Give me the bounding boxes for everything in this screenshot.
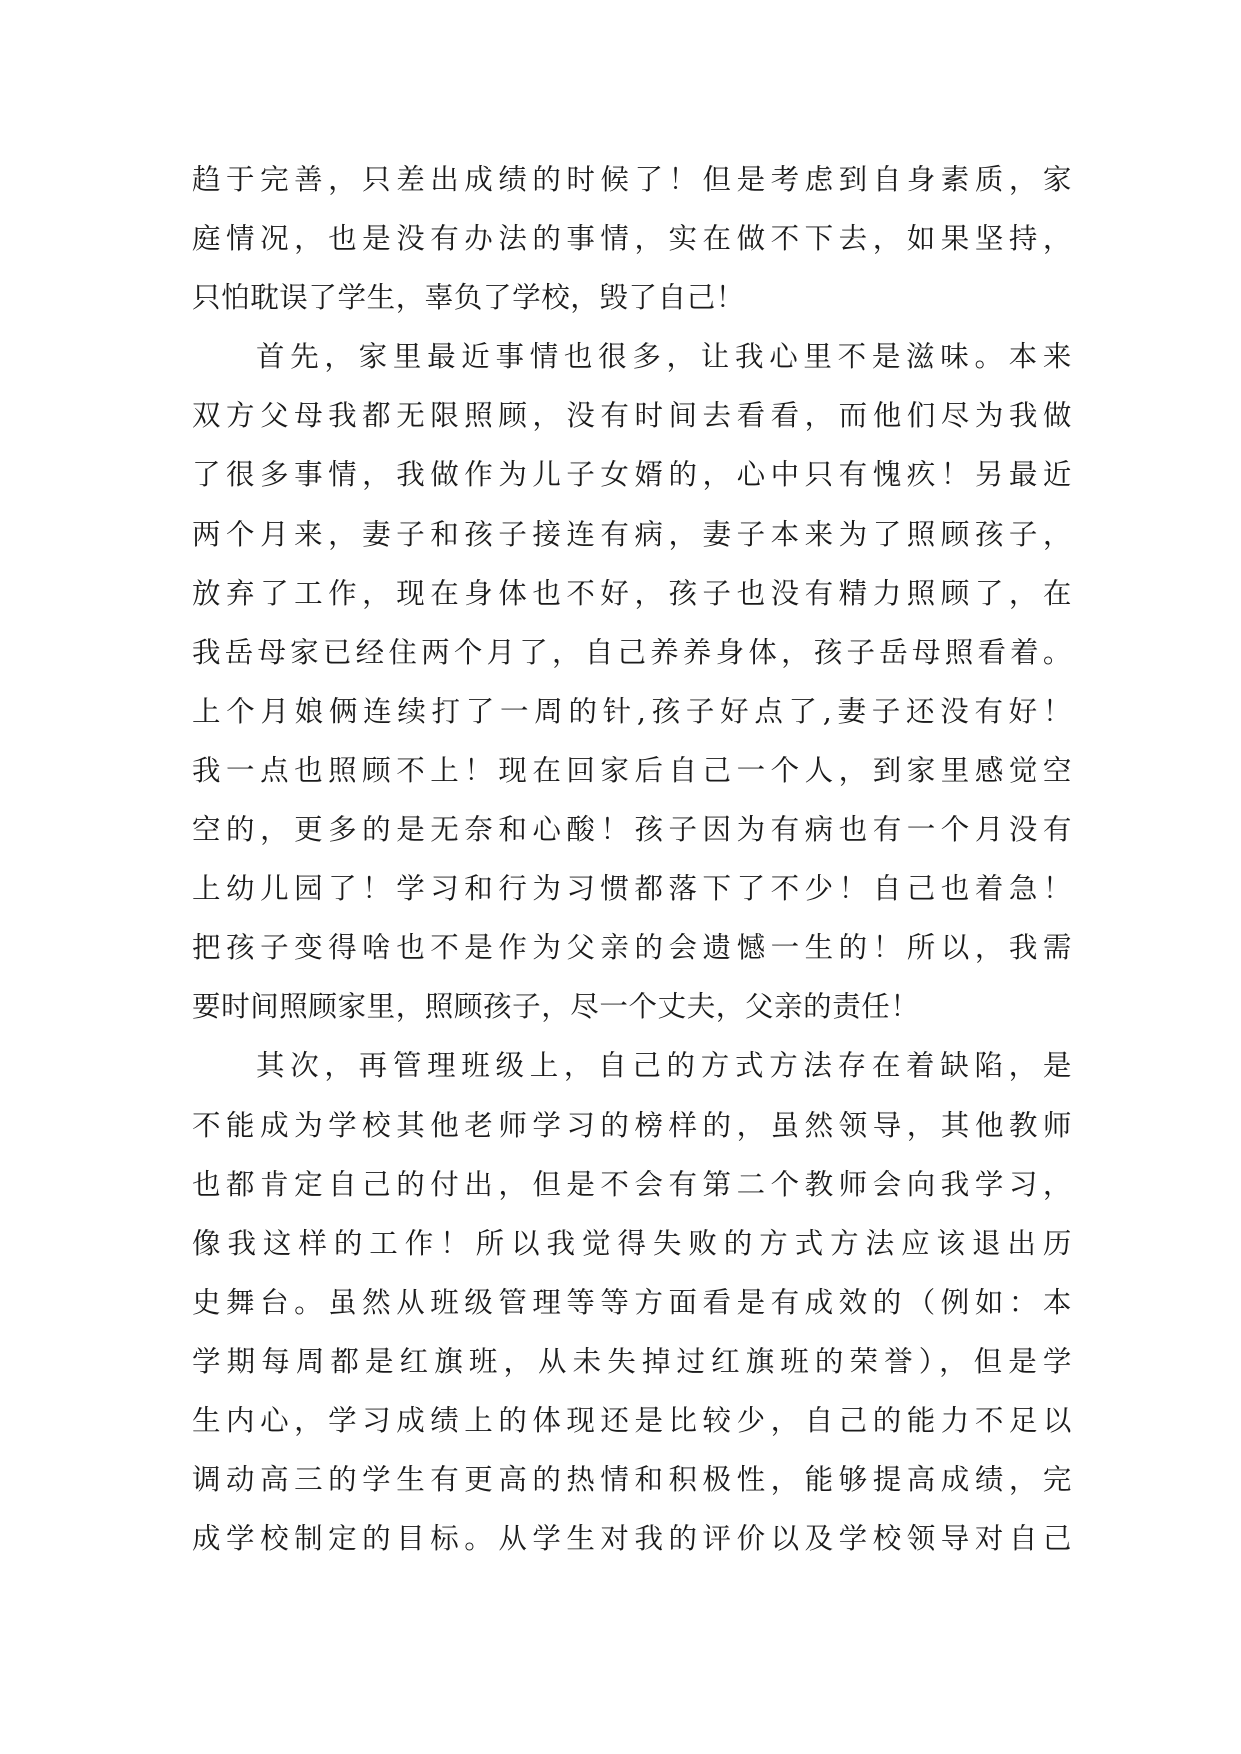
- paragraph-start-line: 首先，家里最近事情也很多，让我心里不是滋味。本来: [256, 340, 1072, 374]
- body-text: [192, 150, 1072, 1568]
- text-line: 不能成为学校其他老师学习的榜样的，虽然领导，其他教师: [192, 1108, 1072, 1142]
- text-line: 空的，更多的是无奈和心酸！孩子因为有病也有一个月没有: [192, 813, 1072, 847]
- text-line: 两个月来，妻子和孩子接连有病，妻子本来为了照顾孩子，: [192, 517, 1072, 551]
- text-line: 上个月娘俩连续打了一周的针,孩子好点了,妻子还没有好！: [192, 694, 1072, 728]
- text-line: 了很多事情，我做作为儿子女婿的，心中只有愧疚！另最近: [192, 458, 1072, 492]
- text-line: 像我这样的工作！所以我觉得失败的方式方法应该退出历: [192, 1226, 1072, 1260]
- text-line: 我岳母家已经住两个月了，自己养养身体，孩子岳母照看着。: [192, 635, 1072, 669]
- text-line: 调动高三的学生有更高的热情和积极性，能够提高成绩，完: [192, 1463, 1072, 1497]
- text-line: 史舞台。虽然从班级管理等等方面看是有成效的（例如：本: [192, 1285, 1072, 1319]
- text-line: 只怕耽误了学生，辜负了学校，毁了自己！: [192, 281, 745, 315]
- text-line: 我一点也照顾不上！现在回家后自己一个人，到家里感觉空: [192, 753, 1072, 787]
- text-line: 学期每周都是红旗班，从未失掉过红旗班的荣誉），但是学: [192, 1344, 1072, 1378]
- text-line: 也都肯定自己的付出，但是不会有第二个教师会向我学习，: [192, 1167, 1072, 1201]
- text-line: 上幼儿园了！学习和行为习惯都落下了不少！自己也着急！: [192, 872, 1072, 906]
- text-line: 双方父母我都无限照顾，没有时间去看看，而他们尽为我做: [192, 399, 1072, 433]
- text-line: 要时间照顾家里，照顾孩子，尽一个丈夫，父亲的责任！: [192, 990, 920, 1024]
- text-line: 生内心，学习成绩上的体现还是比较少，自己的能力不足以: [192, 1403, 1072, 1437]
- text-line: 把孩子变得啥也不是作为父亲的会遗憾一生的！所以，我需: [192, 931, 1072, 965]
- paragraph-start-line: 其次，再管理班级上，自己的方式方法存在着缺陷，是: [256, 1049, 1072, 1083]
- text-line: 成学校制定的目标。从学生对我的评价以及学校领导对自己: [192, 1522, 1072, 1556]
- text-line: 趋于完善，只差出成绩的时候了！但是考虑到自身素质，家: [192, 163, 1072, 196]
- text-line: 庭情况，也是没有办法的事情，实在做不下去，如果坚持，: [192, 222, 1072, 256]
- text-line: 放弃了工作，现在身体也不好，孩子也没有精力照顾了，在: [192, 576, 1072, 610]
